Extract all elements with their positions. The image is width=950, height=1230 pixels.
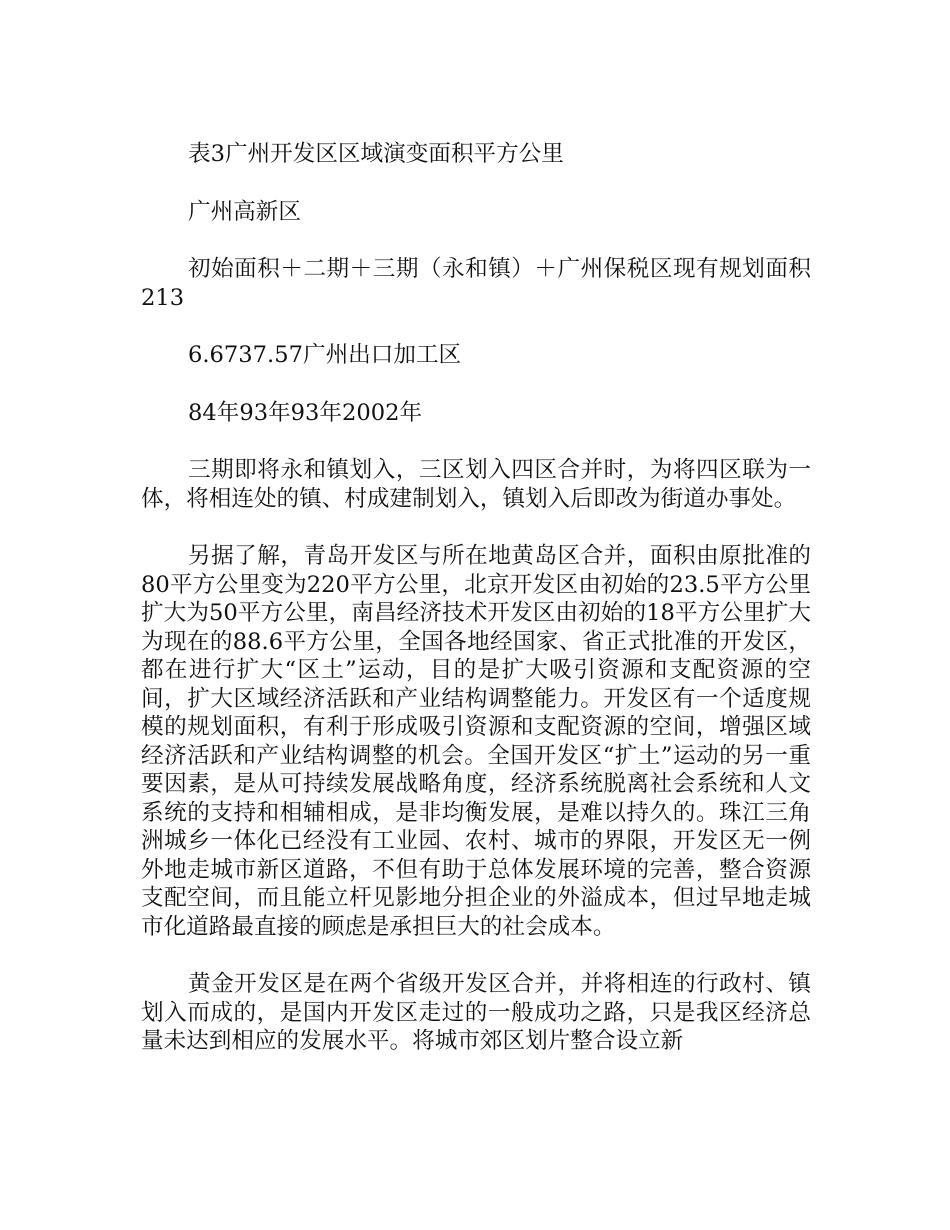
table-row-label: 广州高新区: [188, 198, 301, 225]
table-row-items: 初始面积＋二期＋三期（永和镇）＋广州保税区现有规划面积213: [141, 256, 811, 311]
document-body: [141, 140, 811, 1056]
body-paragraph: 另据了解，青岛开发区与所在地黄岛区合并，面积由原批准的80平方公里变为220平方公里，北京开发区由初始的23.5平方公里扩大为50平方公里，南昌经济技术开发区由初始的18平方公里扩大为现在的88.6平方公里，全国各地经国家、省正式批准的开发区，都在进行扩大“区土”运动，目的是扩大吸引资源和支配资源的空间，扩大区域经济活跃和产业结构调整能力。开发区有一个适度规模的规划面积，有利于形成吸引资源和支配资源的空间，增强区域经济活跃和产业结构调整的机会。全国开发区“扩土”运动的另一重要因素，是从可持续发展战略角度，经济系统脱离社会系统和人文系统的支持和相辅相成，是非均衡发展，是难以持久的。珠江三角洲城乡一体化已经没有工业园、农村、城市的界限，开发区无一例外地走城市新区道路，不但有助于总体发展环境的完善，整合资源支配空间，而且能立杆见影地分担企业的外溢成本，但过早地走城市化道路最直接的顾虑是承担巨大的社会成本。: [141, 543, 811, 940]
table-row-years: 84年93年93年2002年: [188, 399, 423, 426]
table-caption: 表3广州开发区区域演变面积平方公里: [188, 141, 564, 167]
table-row-values: 6.6737.57广州出口加工区: [188, 342, 462, 368]
body-paragraph: 黄金开发区是在两个省级开发区合并，并将相连的行政村、镇划入而成的，是国内开发区走过的一般成功之路，只是我区经济总量未达到相应的发展水平。将城市郊区划片整合设立新: [141, 971, 811, 1054]
body-paragraph: 三期即将永和镇划入，三区划入四区合并时，为将四区联为一体，将相连处的镇、村成建制划入，镇划入后即改为街道办事处。: [141, 457, 811, 512]
